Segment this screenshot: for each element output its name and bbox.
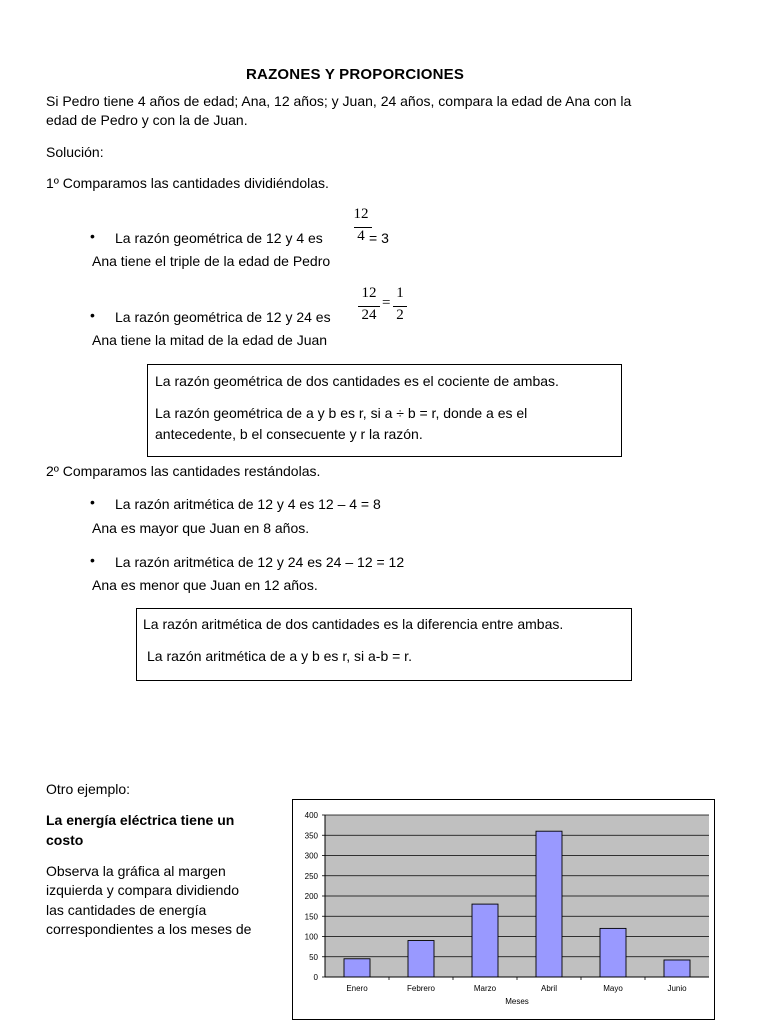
bar-abril	[536, 831, 562, 977]
y-axis-ticks	[305, 811, 325, 982]
fraction-denominator: 4	[357, 228, 365, 244]
x-tick-label: Enero	[346, 984, 368, 993]
bullet-geo-1: •	[90, 228, 95, 244]
bar-marzo	[472, 904, 498, 977]
energy-bar-chart	[293, 800, 714, 1019]
example-heading-line-2: costo	[46, 832, 84, 848]
fraction-numerator: 1	[396, 285, 404, 301]
x-tick-label: Febrero	[406, 984, 436, 993]
geometric-definition-line-1: La razón geométrica de dos cantidades es el cociente de ambas.	[155, 373, 559, 389]
bullet-arit-2: •	[90, 552, 95, 568]
bar-enero	[344, 959, 370, 977]
y-tick-label: 350	[304, 831, 318, 841]
y-tick-label: 200	[304, 892, 318, 901]
geo-1-result: = 3	[369, 230, 389, 246]
x-axis-title: Meses	[505, 997, 529, 1006]
fraction-numerator: 12	[353, 206, 369, 222]
step-2: 2º Comparamos las cantidades restándolas.	[46, 463, 321, 479]
geometric-definition-line-3: antecedente, b el consecuente y r la razón.	[155, 426, 423, 442]
example-desc-line-3: las cantidades de energía	[46, 902, 207, 918]
y-tick-label: 50	[309, 952, 318, 962]
y-tick-label: 150	[304, 912, 318, 922]
example-desc-line-1: Observa la gráfica al margen	[46, 863, 226, 879]
x-tick-label: Mayo	[603, 984, 623, 993]
intro-line-1: Si Pedro tiene 4 años de edad; Ana, 12 años; y Juan, 24 años, compara la edad de Ana con la	[46, 93, 632, 109]
y-tick-label: 0	[313, 973, 318, 982]
arithmetic-definition-line-2: La razón aritmética de a y b es r, si a-b = r.	[147, 648, 412, 664]
geo-2-note: Ana tiene la mitad de la edad de Juan	[92, 332, 328, 348]
bullet-geo-2: •	[90, 307, 95, 323]
arit-1-note: Ana es mayor que Juan en 8 años.	[92, 520, 310, 536]
y-tick-label: 250	[304, 871, 318, 881]
bullet-arit-1: •	[90, 494, 95, 510]
geo-1-note: Ana tiene el triple de la edad de Pedro	[92, 253, 331, 269]
fraction-12-over-24	[358, 285, 380, 325]
intro-line-2: edad de Pedro y con la de Juan.	[46, 112, 248, 128]
fraction-numerator: 12	[361, 285, 377, 301]
x-tick-label: Abril	[540, 984, 558, 993]
x-axis-tick-labels	[346, 977, 687, 993]
arithmetic-definition-line-1: La razón aritmética de dos cantidades es la diferencia entre ambas.	[143, 616, 564, 632]
geo-2-text: La razón geométrica de 12 y 24 es	[115, 309, 331, 325]
bar-febrero	[408, 941, 434, 977]
page-title: RAZONES Y PROPORCIONES	[246, 66, 465, 83]
arithmetic-definition-box	[136, 608, 632, 681]
example-label: Otro ejemplo:	[46, 781, 131, 797]
arit-2-text: La razón aritmética de 12 y 24 es 24 – 12 = 12	[115, 554, 405, 570]
example-desc-line-2: izquierda y compara dividiendo	[46, 882, 239, 898]
energy-chart-frame	[292, 799, 715, 1020]
fraction-denominator: 2	[396, 307, 404, 323]
example-heading-line-1: La energía eléctrica tiene un	[46, 812, 235, 828]
geometric-definition-line-2: La razón geométrica de a y b es r, si a ÷ b = r, donde a es el	[155, 405, 528, 421]
step-1: 1º Comparamos las cantidades dividiéndolas.	[46, 175, 329, 191]
x-tick-label: Junio	[667, 984, 687, 993]
fraction-1-over-2	[393, 285, 407, 325]
bar-junio	[664, 960, 690, 977]
solution-label: Solución:	[46, 144, 104, 160]
equals-sign: =	[382, 295, 391, 311]
x-tick-label: Marzo	[473, 984, 497, 993]
y-tick-label: 300	[304, 851, 318, 861]
geo-1-text: La razón geométrica de 12 y 4 es	[115, 230, 323, 246]
arit-2-note: Ana es menor que Juan en 12 años.	[92, 577, 318, 593]
bar-mayo	[600, 928, 626, 977]
fraction-denominator: 24	[361, 307, 377, 323]
geometric-definition-box	[147, 364, 622, 457]
y-tick-label: 100	[304, 932, 318, 942]
arit-1-text: La razón aritmética de 12 y 4 es 12 – 4 = 8	[115, 496, 381, 512]
example-desc-line-4: correspondientes a los meses de	[46, 921, 252, 937]
y-tick-label: 400	[304, 811, 318, 820]
